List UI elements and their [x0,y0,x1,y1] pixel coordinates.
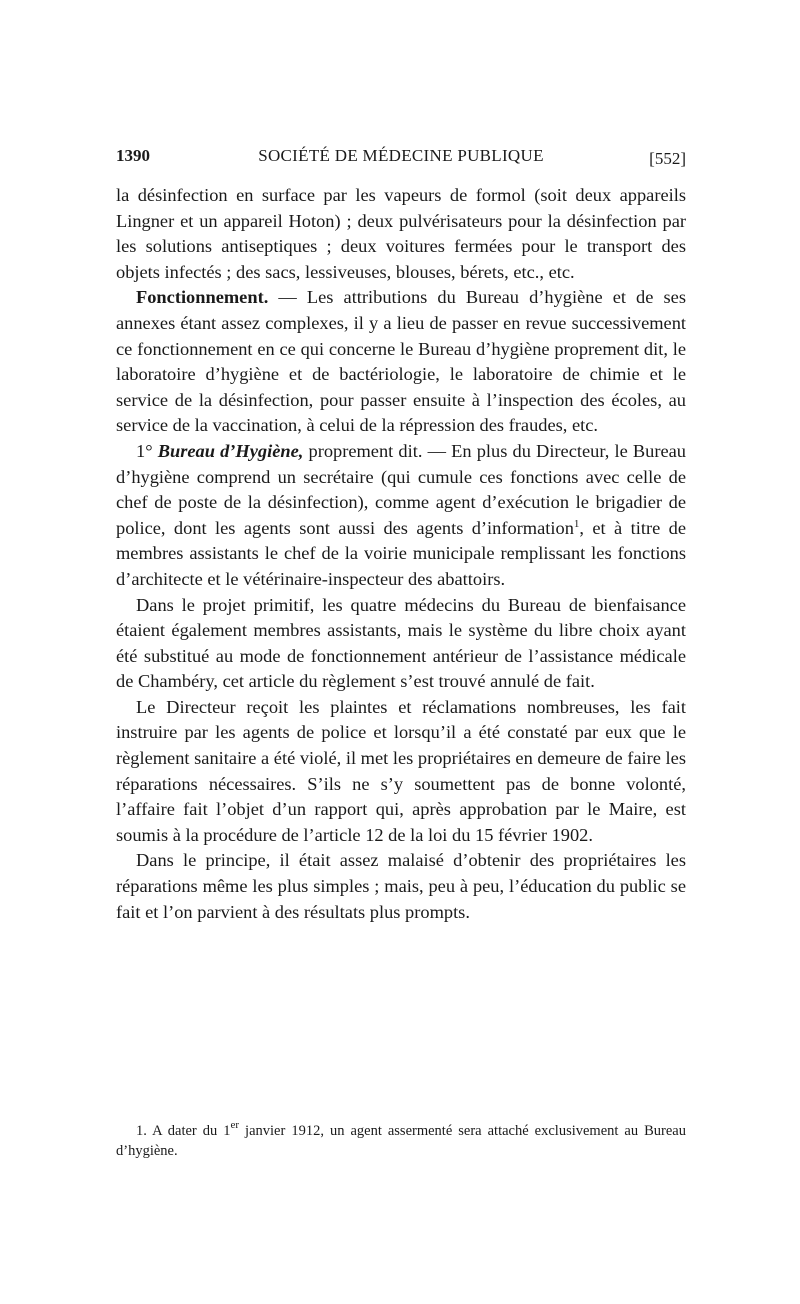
footnote-reference: 1 [573,517,580,530]
paragraph-3-text-b: , et à titre de membres assistants le chef de la voirie municipale remplissant les fonctions d’architecte et le vétérinaire-inspecteur des abattoirs. [116,517,686,589]
footnote-text-a: A dater du 1 [146,1123,231,1139]
paragraph-3 [116,439,686,593]
paragraph-2 [116,285,686,439]
footnote-number: 1. [136,1123,147,1139]
section-number: 1° [136,440,153,461]
running-header [116,146,686,172]
footnote-superscript: er [230,1119,240,1131]
running-title: SOCIÉTÉ DE MÉDECINE PUBLIQUE [258,146,544,165]
footnote-1 [116,1121,686,1161]
footnotes [116,1121,686,1161]
paragraph-2-text: — Les attributions du Bureau d’hygiène et de ses annexes étant assez complexes, il y a lieu de passer en revue successivement ce fonctionnement en ce qui concerne le Bureau d’hygiène proprement dit, le laboratoire d’hygiène et de bactériologie, le laboratoire de chimie et le service de la désinfection, pour passer ensuite à l’inspection des écoles, au service de la vaccination, à celui de la répression des fraudes, etc. [116,287,686,436]
paragraph-4: Dans le projet primitif, les quatre médecins du Bureau de bienfaisance étaient également membres assistants, mais le système du libre choix ayant été substitué au mode de fonctionnement antérieur de l’assistance médicale de Chambéry, cet article du règlement s’est trouvé annulé de fait. [116,594,686,692]
footnote-text-b: janvier 1912, un agent assermenté sera attaché exclusivement au Bureau d’hygiène. [116,1123,686,1159]
body-text [116,183,686,925]
paragraph-6: Dans le principe, il était assez malaisé d’obtenir des propriétaires les réparations même les plus simples ; mais, peu à peu, l’éducation du public se fait et l’on parvient à des résultats plus prompts. [116,850,686,922]
page-number: 1390 [116,146,150,165]
section-heading-bureau: Bureau d’Hygiène, [157,440,304,461]
section-heading-fonctionnement: Fonctionnement. [136,287,269,308]
paragraph-5: Le Directeur reçoit les plaintes et réclamations nombreuses, les fait instruire par les agents de police et lorsqu’il a été constaté par eux que le règlement sanitaire a été violé, il met les propriétaires en demeure de faire les réparations nécessaires. S’ils ne s’y soumettent pas de bonne volonté, l’affaire fait l’objet d’un rapport qui, après approbation par le Maire, est soumis à la procédure de l’article 12 de la loi du 15 février 1902. [116,696,686,845]
paragraph-1: la désinfection en surface par les vapeurs de formol (soit deux appareils Lingner et un appareil Hoton) ; deux pulvérisateurs pour la désinfection par les solutions antiseptiques ; deux voitures fermées pour le transport des objets infectés ; des sacs, lessiveuses, blouses, bérets, etc., etc. [116,185,686,282]
bracket-page-number: [552] [649,149,686,168]
paragraph-3-text-a: proprement dit. — En plus du Directeur, le Bureau d’hygiène comprend un secrétaire (qui cumule ces fonctions avec celle de chef de poste de la désinfection), comme agent d’exécution le brigadier de police, dont les agents sont aussi des agents d’information [116,440,687,538]
